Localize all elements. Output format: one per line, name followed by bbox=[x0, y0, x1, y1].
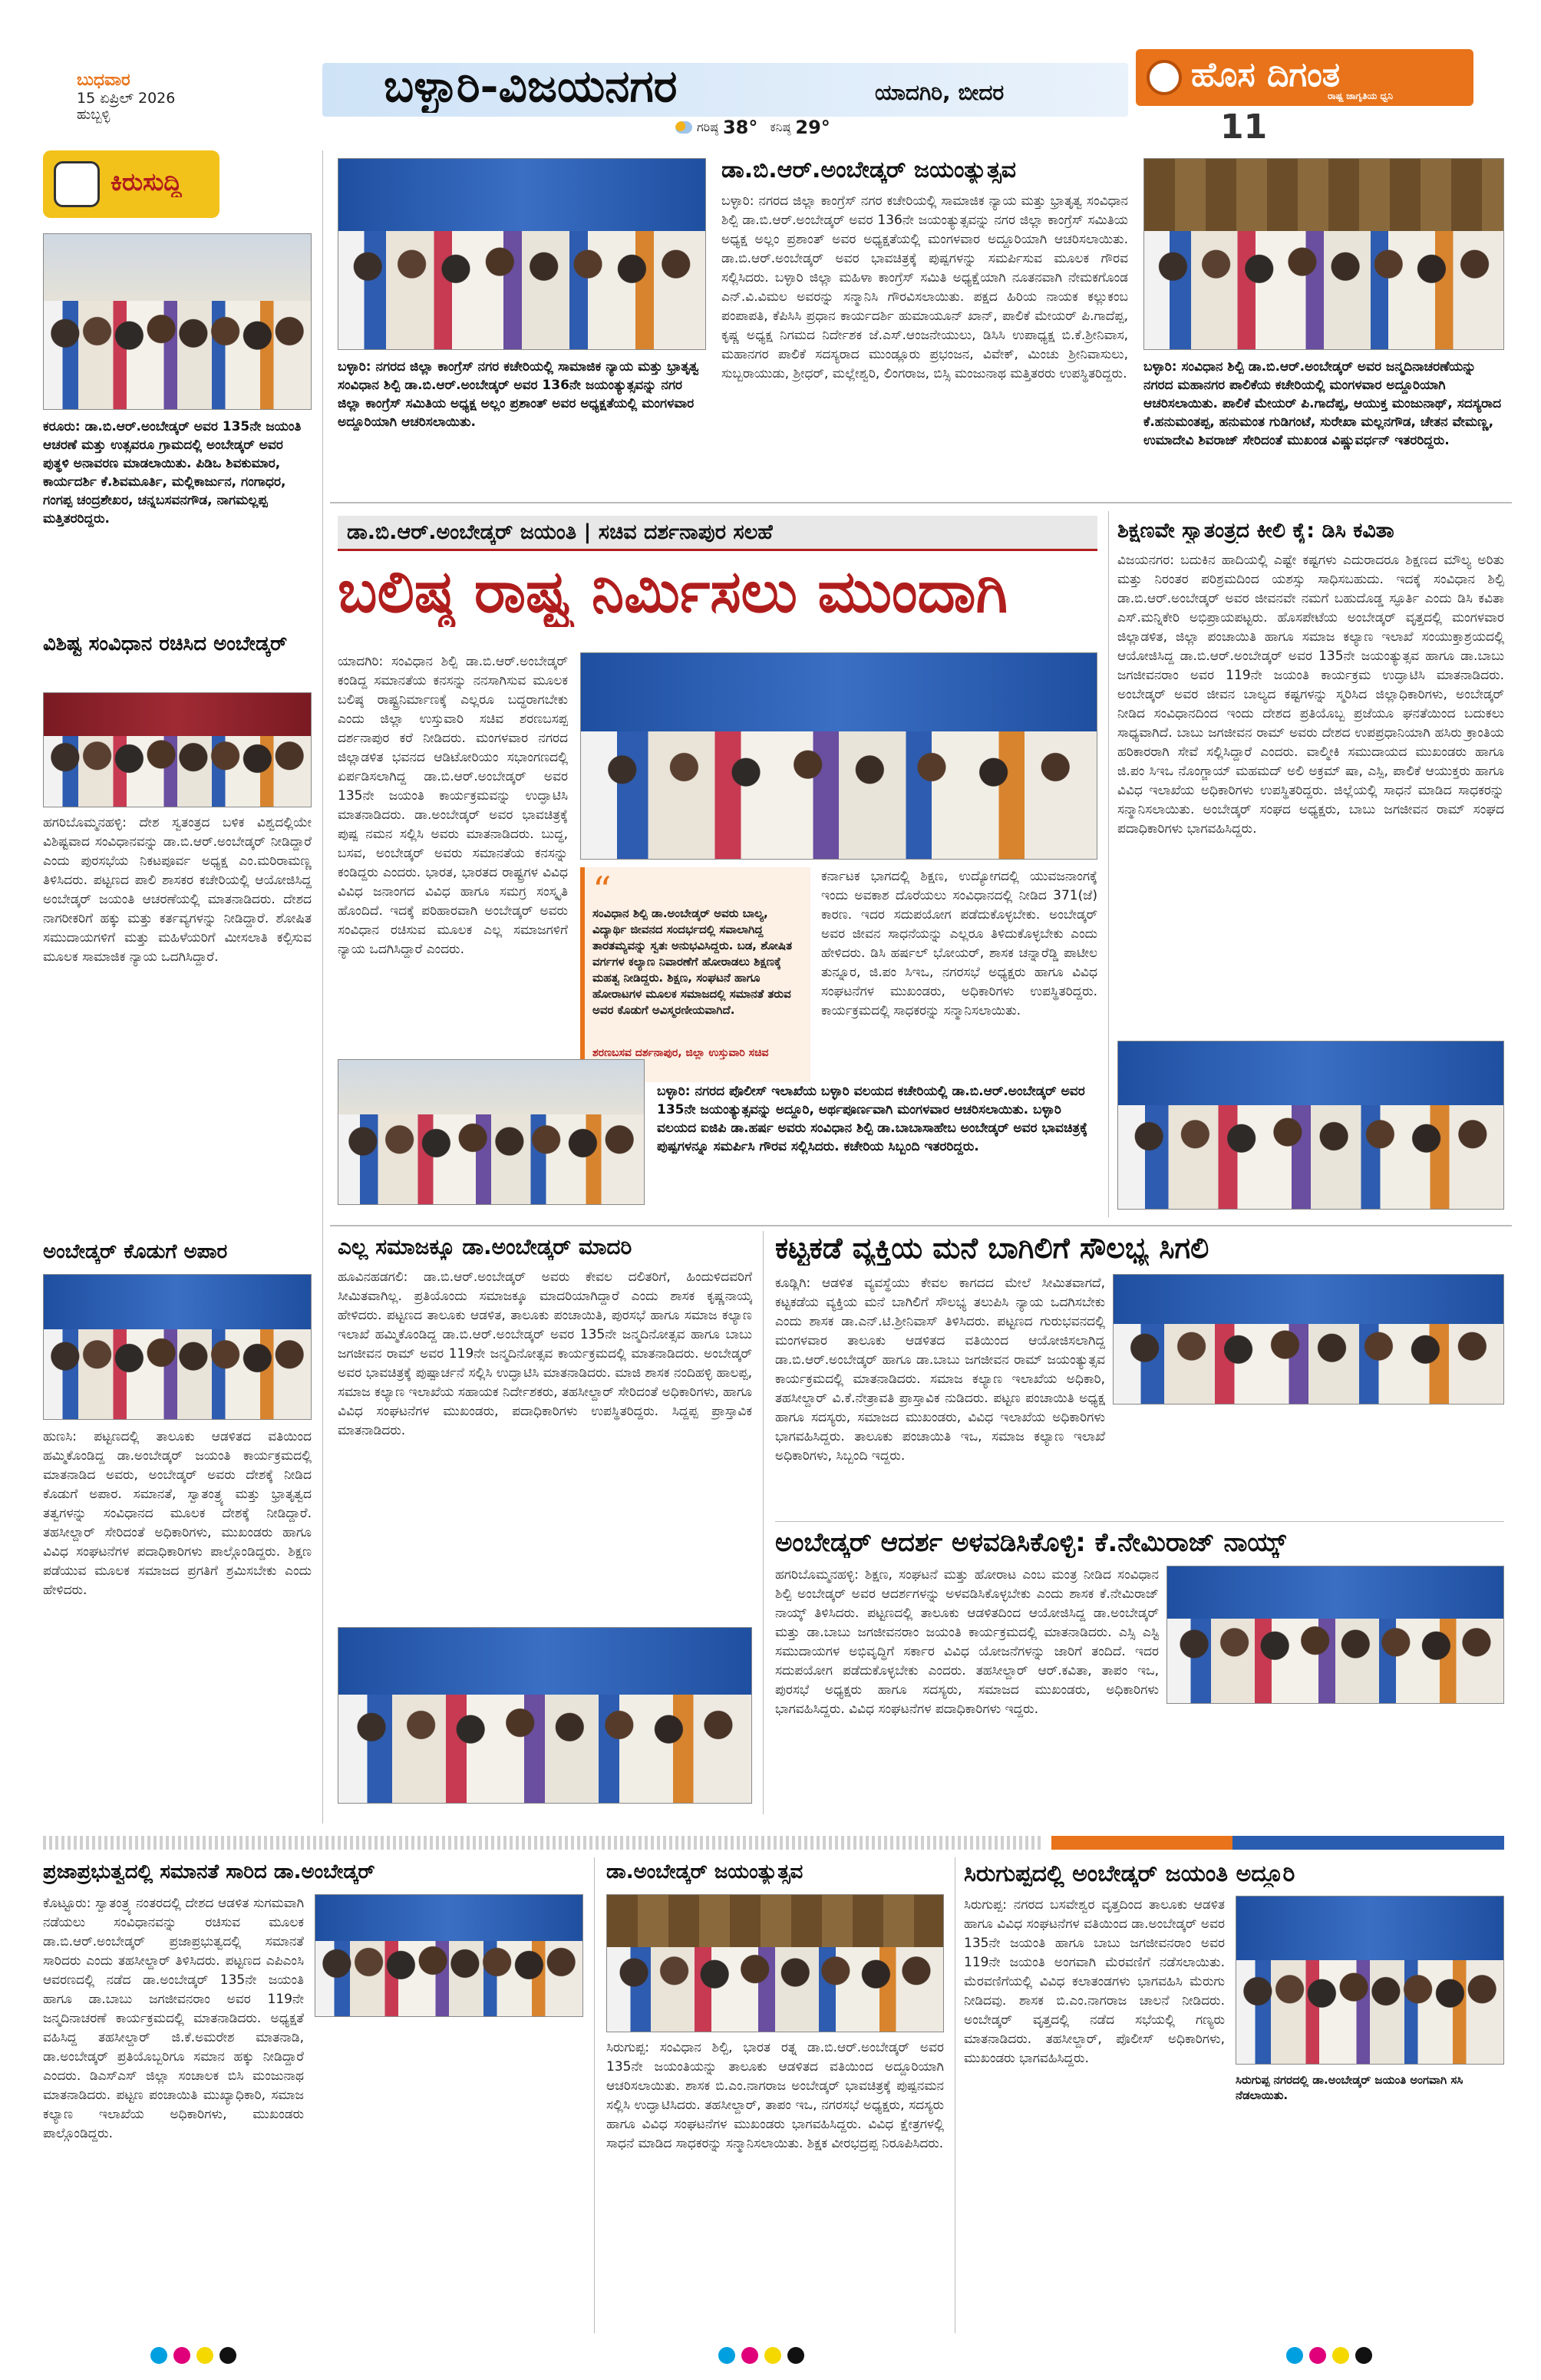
kirusuddi-item3-text: ಹುಣಸಿ: ಪಟ್ಟಣದಲ್ಲಿ ತಾಲೂಕು ಆಡಳಿತದ ವತಿಯಿಂದ ಹಮ್ಮಿಕೊಂಡಿದ್ದ ಡಾ.ಅಂಬೇಡ್ಕರ್ ಜಯಂತಿ ಕಾರ್ಯಕ್ರಮದಲ್ಲಿ ಮಾತನಾಡಿದ ಅವರು, ಅಂಬೇಡ್ಕರ್ ಅವರು ದೇಶಕ್ಕೆ ನೀಡಿದ ಕೊಡುಗೆ ಅಪಾರ. ಸಮಾನತೆ, ಸ್ವಾತಂತ್ರ್ಯ ಮತ್ತು ಭ್ರಾತೃತ್ವದ ತತ್ವಗಳನ್ನು ಸಂವಿಧಾನದ ಮೂಲಕ ದೇಶಕ್ಕೆ ನೀಡಿದ್ದಾರೆ. ತಹಸೀಲ್ದಾರ್ ಸೇರಿದಂತೆ ಅಧಿಕಾರಿಗಳು, ಮುಖಂಡರು ಹಾಗೂ ವಿವಿಧ ಸಂಘಟನೆಗಳ ಪದಾಧಿಕಾರಿಗಳು ಪಾಲ್ಗೊಂಡಿದ್ದರು. ಶಿಕ್ಷಣ ಪಡೆಯುವ ಮೂಲಕ ಸಮಾಜದ ಪ್ರಗತಿಗೆ ಶ್ರಮಿಸಬೇಕು ಎಂದು ಹೇಳಿದರು. bbox=[43, 1429, 312, 1598]
kirusuddi-badge bbox=[43, 150, 219, 218]
middle-story3-headline: ಅಂಬೇಡ್ಕರ್ ಆದರ್ಶ ಅಳವಡಿಸಿಕೊಳ್ಳಿ: ಕೆ.ನೇಮಿರಾಜ್ ನಾಯ್ಕ್ bbox=[775, 1527, 1287, 1558]
page-number: 11 bbox=[1220, 107, 1268, 147]
lead-kicker: ಡಾ.ಬಿ.ಆರ್.ಅಂಬೇಡ್ಕರ್ ಜಯಂತಿ | ಸಚಿವ ದರ್ಶನಾಪುರ ಸಲಹೆ bbox=[347, 520, 774, 544]
divider-left bbox=[43, 1836, 1041, 1850]
top-left-caption: ಬಳ್ಳಾರಿ: ನಗರದ ಜಿಲ್ಲಾ ಕಾಂಗ್ರೆಸ್ ನಗರ ಕಚೇರಿಯಲ್ಲಿ ಸಾಮಾಜಿಕ ನ್ಯಾಯ ಮತ್ತು ಭ್ರಾತೃತ್ವ ಸಂವಿಧಾನ ಶಿಲ್ಪಿ ಡಾ.ಬಿ.ಆರ್.ಅಂಬೇಡ್ಕರ್ ಅವರ 136ನೇ ಜಯಂತ್ಯುತ್ಸವನ್ನು ನಗರ ಜಿಲ್ಲಾ ಕಾಂಗ್ರೆಸ್ ಸಮಿತಿಯ ಅಧ್ಯಕ್ಷ ಅಲ್ಲಂ ಪ್ರಶಾಂತ್ ಅವರ ಅಧ್ಯಕ್ಷತೆಯಲ್ಲಿ ಮಂಗಳವಾರ ಅದ್ದೂರಿಯಾಗಿ ಆಚರಿಸಲಾಯಿತು. bbox=[338, 359, 699, 430]
middle-story1-photo bbox=[338, 1627, 752, 1804]
bottom-story3-photo bbox=[1236, 1896, 1504, 2065]
lead-main-photo bbox=[580, 652, 1097, 860]
top-center-text: ಬಳ್ಳಾರಿ: ನಗರದ ಜಿಲ್ಲಾ ಕಾಂಗ್ರೆಸ್ ನಗರ ಕಚೇರಿಯಲ್ಲಿ ಸಾಮಾಜಿಕ ನ್ಯಾಯ ಮತ್ತು ಭ್ರಾತೃತ್ವ ಸಂವಿಧಾನ ಶಿಲ್ಪಿ ಡಾ.ಬಿ.ಆರ್.ಅಂಬೇಡ್ಕರ್ ಅವರ 136ನೇ ಜಯಂತ್ಯುತ್ಸವನ್ನು ನಗರ ಜಿಲ್ಲಾ ಕಾಂಗ್ರೆಸ್ ಸಮಿತಿಯ ಅಧ್ಯಕ್ಷ ಅಲ್ಲಂ ಪ್ರಶಾಂತ್ ಅವರ ಅಧ್ಯಕ್ಷತೆಯಲ್ಲಿ ಮಂಗಳವಾರ ಅದ್ದೂರಿಯಾಗಿ ಆಚರಿಸಲಾಯಿತು. ಡಾ.ಬಿ.ಆರ್.ಅಂಬೇಡ್ಕರ್ ಅವರ ಭಾವಚಿತ್ರಕ್ಕೆ ಪುಷ್ಪಗಳನ್ನು ಸಮರ್ಪಿಸುವ ಮೂಲಕ ಗೌರವ ಸಲ್ಲಿಸಿದರು. ಬಳ್ಳಾರಿ ಜಿಲ್ಲಾ ಮಹಿಳಾ ಕಾಂಗ್ರೆಸ್ ಸಮಿತಿ ಅಧ್ಯಕ್ಷೆಯಾಗಿ ನೂತನವಾಗಿ ನೇಮಕಗೊಂಡ ಎನ್.ವಿ.ವಿಮಲ ಅವರನ್ನು ಸನ್ಮಾನಿಸಿ ಗೌರವಿಸಲಾಯಿತು. ಪಕ್ಷದ ಹಿರಿಯ ನಾಯಕ ಕಲ್ಲುಕಂಬ ಪಂಪಾಪತಿ, ಕೆಪಿಸಿಸಿ ಪ್ರಧಾನ ಕಾರ್ಯದರ್ಶಿ ಹುಮಾಯೂನ್ ಖಾನ್, ಪಾಲಿಕೆ ಮೇಯರ್ ಪಿ.ಗಾದೆಪ್ಪ, ಕೃಷ್ಣ ಅಧ್ಯಕ್ಷ ನಿಗಮದ ನಿರ್ದೇಶಕ ಜೆ.ಎಸ್.ಆಂಜನೇಯುಲು, ಡಿಸಿಸಿ ಉಪಾಧ್ಯಕ್ಷ ಬಿ.ಕೆ.ಶ್ರೀನಿವಾಸ, ಮಹಾನಗರ ಪಾಲಿಕೆ ಸದಸ್ಯರಾದ ಮುಂಡ್ಲೂರು ಪ್ರಭಂಜನ, ವಿವೇಕ್, ಮಿಂಚು ಶ್ರೀನಿವಾಸುಲು, ಸುಬ್ಬರಾಯುಡು, ಶ್ರೀಧರ್, ಮಲ್ಲೇಶ್ವರಿ, ಲಿಂಗರಾಜ, ಬಿಸ್ಸಿ ಮಂಜುನಾಥ ಮತ್ತಿತರರು ಉಪಸ್ಥಿತರಿದ್ದರು. bbox=[721, 193, 1128, 381]
column-divider bbox=[594, 1857, 595, 2333]
bottom-story2-headline: ಡಾ.ಅಂಬೇಡ್ಕರ್ ಜಯಂತ್ಯುತ್ಸವ bbox=[606, 1860, 803, 1883]
bottom-story1-photo bbox=[315, 1894, 583, 2017]
kirusuddi-item3-headline: ಅಂಬೇಡ್ಕರ್ ಕೊಡುಗೆ ಅಪಾರ bbox=[43, 1240, 228, 1263]
right-story-text: ವಿಜಯನಗರ: ಬದುಕಿನ ಹಾದಿಯಲ್ಲಿ ಎಷ್ಟೇ ಕಷ್ಟಗಳು ಎದುರಾದರೂ ಶಿಕ್ಷಣದ ಮೌಲ್ಯ ಅರಿತು ಮತ್ತು ನಿರಂತರ ಪರಿಶ್ರಮದಿಂದ ಯಶಸ್ಸು ಸಾಧಿಸಬಹುದು. ಇದಕ್ಕೆ ಸಂವಿಧಾನ ಶಿಲ್ಪಿ ಡಾ.ಬಿ.ಆರ್.ಅಂಬೇಡ್ಕರ್ ಅವರ ಜೀವನವೇ ನಮಗೆ ಬಹುದೊಡ್ಡ ಸ್ಫೂರ್ತಿ ಎಂದು ಡಿಸಿ ಕವಿತಾ ಎಸ್.ಮನ್ನಿಕೇರಿ ಅಭಿಪ್ರಾಯಪಟ್ಟರು. ಹೊಸಪೇಟೆಯ ಅಂಬೇಡ್ಕರ್ ವೃತ್ತದಲ್ಲಿ ಮಂಗಳವಾರ ಜಿಲ್ಲಾಡಳಿತ, ಜಿಲ್ಲಾ ಪಂಚಾಯಿತಿ ಹಾಗೂ ಸಮಾಜ ಕಲ್ಯಾಣ ಇಲಾಖೆ ಸಂಯುಕ್ತಾಶ್ರಯದಲ್ಲಿ ಆಯೋಜಿಸಿದ್ದ ಡಾ.ಬಿ.ಆರ್.ಅಂಬೇಡ್ಕರ್ ಅವರ 135ನೇ ಜಯಂತ್ಯುತ್ಸವ ಹಾಗೂ ಡಾ.ಬಾಬು ಜಗಜೀವನರಾಂ ಅವರ 119ನೇ ಜಯಂತಿ ಕಾರ್ಯಕ್ರಮ ಉದ್ಘಾಟಿಸಿ ಮಾತನಾಡಿದರು. ಅಂಬೇಡ್ಕರ್ ಅವರ ಜೀವನ ಬಾಲ್ಯದ ಕಷ್ಟಗಳನ್ನು ಸ್ಮರಿಸಿದ ಜಿಲ್ಲಾಧಿಕಾರಿಗಳು, ಅಂಬೇಡ್ಕರ್ ನೀಡಿದ ಸಂವಿಧಾನದಿಂದ ಇಂದು ದೇಶದ ಪ್ರತಿಯೊಬ್ಬ ಪ್ರಜೆಯೂ ಘನತೆಯಿಂದ ಬದುಕಲು ಸಾಧ್ಯವಾಗಿದೆ. ಬಾಬು ಜಗಜೀವನ ರಾಮ್ ಅವರು ದೇಶದ ಉಪಪ್ರಧಾನಿಯಾಗಿ ಹಸಿರು ಕ್ರಾಂತಿಯ ಹರಿಕಾರರಾಗಿ ಸೇವೆ ಸಲ್ಲಿಸಿದ್ದಾರೆ ಎಂದರು. ವಾಲ್ಮೀಕಿ ಸಮುದಾಯದ ಮುಖಂಡರು ಹಾಗೂ ಜಿ.ಪಂ ಸಿಇಒ ನೊಂಗ್ಜಾಯ್ ಮಹಮದ್ ಅಲಿ ಅಕ್ರಮ್ ಷಾ, ಎಸ್ಪಿ, ಪಾಲಿಕೆ ಆಯುಕ್ತರು ಹಾಗೂ ವಿವಿಧ ಇಲಾಖೆಯ ಅಧಿಕಾರಿಗಳು ಉಪಸ್ಥಿತರಿದ್ದರು. ಜಿಲ್ಲೆಯಲ್ಲಿ ಸಾಧನೆ ಮಾಡಿದ ಸಾಧಕರನ್ನು ಸನ್ಮಾನಿಸಲಾಯಿತು. ಅಂಬೇಡ್ಕರ್ ಸಂಘದ ಅಧ್ಯಕ್ಷರು, ಬಾಬು ಜಗಜೀವನ ರಾಮ್ ಸಂಘದ ಪದಾಧಿಕಾರಿಗಳು ಭಾಗವಹಿಸಿದ್ದರು. bbox=[1117, 553, 1504, 837]
kirusuddi-photo-1 bbox=[43, 233, 312, 410]
sun-cloud-icon bbox=[675, 121, 692, 134]
column-divider bbox=[1108, 511, 1109, 1217]
city-label: ಹುಬ್ಬಳ್ಳಿ bbox=[77, 107, 111, 123]
pull-quote-box bbox=[580, 867, 810, 1082]
section-divider bbox=[775, 1521, 1504, 1522]
section-divider bbox=[330, 502, 1512, 503]
pull-quote-text: ಸಂವಿಧಾನ ಶಿಲ್ಪಿ ಡಾ.ಅಂಬೇಡ್ಕರ್ ಅವರು ಬಾಲ್ಯ, ವಿದ್ಯಾರ್ಥಿ ಜೀವನದ ಸಂದರ್ಭದಲ್ಲಿ ಸವಾಲಾಗಿದ್ದ ತಾರತಮ್ಯವನ್ನು ಸ್ವತಃ ಅನುಭವಿಸಿದ್ದರು. ಬಡ, ಶೋಷಿತ ವರ್ಗಗಳ ಕಲ್ಯಾಣ ನಿವಾರಣೆಗೆ ಹೋರಾಡಲು ಶಿಕ್ಷಣಕ್ಕೆ ಮಹತ್ವ ನೀಡಿದ್ದರು. ಶಿಕ್ಷಣ, ಸಂಘಟನೆ ಹಾಗೂ ಹೋರಾಟಗಳ ಮೂಲಕ ಸಮಾಜದಲ್ಲಿ ಸಮಾನತೆ ತರುವ ಅವರ ಕೊಡುಗೆ ಅವಿಸ್ಮರಣೀಯವಾಗಿದೆ. bbox=[592, 906, 793, 1017]
middle-story1-text: ಹೂವಿನಹಡಗಲಿ: ಡಾ.ಬಿ.ಆರ್.ಅಂಬೇಡ್ಕರ್ ಅವರು ಕೇವಲ ದಲಿತರಿಗೆ, ಹಿಂದುಳಿದವರಿಗೆ ಸೀಮಿತವಾಗಿಲ್ಲ. ಪ್ರತಿಯೊಂದು ಸಮಾಜಕ್ಕೂ ಮಾದರಿಯಾಗಿದ್ದಾರೆ ಎಂದು ಶಾಸಕ ಕೃಷ್ಣನಾಯ್ಕ ಹೇಳಿದರು. ಪಟ್ಟಣದ ತಾಲೂಕು ಆಡಳಿತ, ತಾಲೂಕು ಪಂಚಾಯಿತಿ, ಪುರಸಭೆ ಹಾಗೂ ಸಮಾಜ ಕಲ್ಯಾಣ ಇಲಾಖೆ ಹಮ್ಮಿಕೊಂಡಿದ್ದ ಡಾ.ಬಿ.ಆರ್.ಅಂಬೇಡ್ಕರ್ ಅವರ 135ನೇ ಜನ್ಮದಿನೋತ್ಸವ ಹಾಗೂ ಬಾಬು ಜಗಜೀವನ ರಾಮ್ ಅವರ 119ನೇ ಜನ್ಮದಿನೋತ್ಸವ ಕಾರ್ಯಕ್ರಮದಲ್ಲಿ ಮಾತನಾಡಿದರು. ಅಂಬೇಡ್ಕರ್ ಅವರ ಭಾವಚಿತ್ರಕ್ಕೆ ಪುಷ್ಪಾರ್ಚನೆ ಸಲ್ಲಿಸಿ ಉದ್ಘಾಟಿಸಿ ಮಾತನಾಡಿದರು. ಮಾಜಿ ಶಾಸಕ ನಂದಿಹಳ್ಳಿ ಹಾಲಪ್ಪ, ಸಮಾಜ ಕಲ್ಯಾಣ ಇಲಾಖೆಯ ಸಹಾಯಕ ನಿರ್ದೇಶಕರು, ತಹಸೀಲ್ದಾರ್ ಸೇರಿದಂತೆ ಅಧಿಕಾರಿಗಳು, ಹಾಗೂ ವಿವಿಧ ಸಂಘಟನೆಗಳ ಮುಖಂಡರು, ಪದಾಧಿಕಾರಿಗಳು ಉಪಸ್ಥಿತರಿದ್ದರು. ಸಿದ್ದಪ್ಪ ಪ್ರಾಸ್ತಾವಿಕ ಮಾತನಾಡಿದರು. bbox=[338, 1269, 752, 1438]
edition-title: ಬಳ್ಳಾರಿ-ವಿಜಯನಗರ bbox=[384, 60, 678, 112]
divider-accent bbox=[1051, 1836, 1504, 1850]
pull-quote-attribution: ಶರಣಬಸವ ದರ್ಶನಾಪುರ, ಜಿಲ್ಲಾ ಉಸ್ತುವಾರಿ ಸಚಿವ bbox=[592, 1047, 769, 1059]
weather-max-label: ಗರಿಷ್ಠ bbox=[697, 120, 718, 134]
section-divider bbox=[330, 1225, 1512, 1226]
top-center-headline: ಡಾ.ಬಿ.ಆರ್.ಅಂಬೇಡ್ಕರ್ ಜಯಂತ್ಯುತ್ಸವ bbox=[721, 157, 1017, 183]
middle-story3-photo bbox=[1166, 1566, 1504, 1704]
middle-story3-text: ಹಗರಿಬೊಮ್ಮನಹಳ್ಳಿ: ಶಿಕ್ಷಣ, ಸಂಘಟನೆ ಮತ್ತು ಹೋರಾಟ ಎಂಬ ಮಂತ್ರ ನೀಡಿದ ಸಂವಿಧಾನ ಶಿಲ್ಪಿ ಅಂಬೇಡ್ಕರ್ ಅವರ ಆದರ್ಶಗಳನ್ನು ಅಳವಡಿಸಿಕೊಳ್ಳಬೇಕು ಎಂದು ಶಾಸಕ ಕೆ.ನೇಮಿರಾಜ್ ನಾಯ್ಕ್ ತಿಳಿಸಿದರು. ಪಟ್ಟಣದಲ್ಲಿ ತಾಲೂಕು ಆಡಳಿತದಿಂದ ಆಯೋಜಿಸಿದ್ದ ಡಾ.ಅಂಬೇಡ್ಕರ್ ಮತ್ತು ಡಾ.ಬಾಬು ಜಗಜೀವನರಾಂ ಜಯಂತಿ ಕಾರ್ಯಕ್ರಮದಲ್ಲಿ ಮಾತನಾಡಿದರು. ಎಸ್ಸಿ ಎಸ್ಟಿ ಸಮುದಾಯಗಳ ಅಭಿವೃದ್ಧಿಗೆ ಸರ್ಕಾರ ವಿವಿಧ ಯೋಜನೆಗಳನ್ನು ಜಾರಿಗೆ ತಂದಿದೆ. ಇದರ ಸದುಪಯೋಗ ಪಡೆದುಕೊಳ್ಳಬೇಕು ಎಂದರು. ತಹಸೀಲ್ದಾರ್ ಆರ್.ಕವಿತಾ, ತಾಪಂ ಇಒ, ಪುರಸಭೆ ಅಧ್ಯಕ್ಷರು ಹಾಗೂ ಸದಸ್ಯರು, ಸಮಾಜದ ಮುಖಂಡರು, ಅಧಿಕಾರಿಗಳು ಭಾಗವಹಿಸಿದ್ದರು. ವಿವಿಧ ಸಂಘಟನೆಗಳ ಪದಾಧಿಕಾರಿಗಳು ಇದ್ದರು. bbox=[775, 1567, 1159, 1717]
top-left-photo bbox=[338, 158, 706, 350]
lead-headline: ಬಲಿಷ್ಠ ರಾಷ್ಟ್ರ ನಿರ್ಮಿಸಲು ಮುಂದಾಗಿ bbox=[338, 557, 1008, 626]
lead-col1: ಯಾದಗಿರಿ: ಸಂವಿಧಾನ ಶಿಲ್ಪಿ ಡಾ.ಬಿ.ಆರ್.ಅಂಬೇಡ್ಕರ್ ಕಂಡಿದ್ದ ಸಮಾನತೆಯ ಕನಸನ್ನು ನನಸಾಗಿಸುವ ಮೂಲಕ ಬಲಿಷ್ಠ ರಾಷ್ಟ್ರನಿರ್ಮಾಣಕ್ಕೆ ಎಲ್ಲರೂ ಬದ್ಧರಾಗಬೇಕು ಎಂದು ಜಿಲ್ಲಾ ಉಸ್ತುವಾರಿ ಸಚಿವ ಶರಣಬಸಪ್ಪ ದರ್ಶನಾಪುರ ಕರೆ ನೀಡಿದರು. ಮಂಗಳವಾರ ನಗರದ ಜಿಲ್ಲಾಡಳಿತ ಭವನದ ಆಡಿಟೋರಿಯಂ ಸಭಾಂಗಣದಲ್ಲಿ ಏರ್ಪಡಿಸಲಾಗಿದ್ದ ಡಾ.ಬಿ.ಆರ್.ಅಂಬೇಡ್ಕರ್ ಅವರ 135ನೇ ಜಯಂತಿ ಕಾರ್ಯಕ್ರಮವನ್ನು ಉದ್ಘಾಟಿಸಿ ಮಾತನಾಡಿದರು. ಡಾ.ಅಂಬೇಡ್ಕರ್ ಅವರ ಭಾವಚಿತ್ರಕ್ಕೆ ಪುಷ್ಪ ನಮನ ಸಲ್ಲಿಸಿ ಅವರು ಮಾತನಾಡಿದರು. ಬುದ್ಧ, ಬಸವ, ಅಂಬೇಡ್ಕರ್ ಅವರು ಸಮಾನತೆಯ ಕನಸನ್ನು ಕಂಡಿದ್ದರು ಎಂದರು. ಭಾರತ, ಭಾರತದ ರಾಷ್ಟ್ರಗಳ ವಿವಿಧ ವಿವಿಧ ಜನಾಂಗದ ವಿವಿಧ ಹಾಗೂ ಸಮಗ್ರ ಸಂಸ್ಕೃತಿ ಹೊಂದಿದೆ. ಇದಕ್ಕೆ ಪರಿಹಾರವಾಗಿ ಅಂಬೇಡ್ಕರ್ ಅವರು ಸಂವಿಧಾನ ರಚಿಸುವ ಮೂಲಕ ಎಲ್ಲ ಸಮಾಜಗಳಿಗೆ ನ್ಯಾಯ ಒದಗಿಸಿದ್ದಾರೆ ಎಂದರು. bbox=[338, 654, 568, 957]
column-divider bbox=[763, 1231, 764, 1814]
bottom-story3-caption: ಸಿರುಗುಪ್ಪ ನಗರದಲ್ಲಿ ಡಾ.ಅಂಬೇಡ್ಕರ್ ಜಯಂತಿ ಅಂಗವಾಗಿ ಸಸಿ ನೆಡಲಾಯಿತು. bbox=[1236, 2073, 1463, 2102]
date-block bbox=[77, 71, 315, 123]
weather-max-value: 38° bbox=[722, 117, 758, 138]
kirusuddi-column bbox=[43, 150, 312, 1824]
kirusuddi-item2-text: ಹಗರಿಬೊಮ್ಮನಹಳ್ಳಿ: ದೇಶ ಸ್ವತಂತ್ರದ ಬಳಿಕ ವಿಶ್ವದಲ್ಲಿಯೇ ವಿಶಿಷ್ಟವಾದ ಸಂವಿಧಾನವನ್ನು ಡಾ.ಬಿ.ಆರ್.ಅಂಬೇಡ್ಕರ್ ನೀಡಿದ್ದಾರೆ ಎಂದು ಪುರಸಭೆಯ ನಿಕಟಪೂರ್ವ ಅಧ್ಯಕ್ಷ ಎಂ.ಮರಿರಾಮಣ್ಣ ತಿಳಿಸಿದರು. ಪಟ್ಟಣದ ಪಾಲಿ ಶಾಸಕರ ಕಚೇರಿಯಲ್ಲಿ ಆಯೋಜಿಸಿದ್ದ ಅಂಬೇಡ್ಕರ್ ಜಯಂತಿ ಆಚರಣೆಯಲ್ಲಿ ಮಾತನಾಡಿದರು. ದೇಶದ ನಾಗರೀಕರಿಗೆ ಹಕ್ಕು ಮತ್ತು ಕರ್ತವ್ಯಗಳನ್ನು ನೀಡಿದ್ದಾರೆ. ಶೋಷಿತ ಸಮುದಾಯಗಳಿಗೆ ಮತ್ತು ಮಹಿಳೆಯರಿಗೆ ಮೀಸಲಾತಿ ಕಲ್ಪಿಸುವ ಮೂಲಕ ಸಾಮಾಜಿಕ ನ್ಯಾಯ ಒದಗಿಸಿದ್ದಾರೆ. bbox=[43, 815, 312, 965]
lead-bottom-photo bbox=[338, 1059, 645, 1205]
middle-story2-text: ಕೂಡ್ಲಿಗಿ: ಆಡಳಿತ ವ್ಯವಸ್ಥೆಯು ಕೇವಲ ಕಾಗದದ ಮೇಲೆ ಸೀಮಿತವಾಗದೆ, ಕಟ್ಟಕಡೆಯ ವ್ಯಕ್ತಿಯ ಮನೆ ಬಾಗಿಲಿಗೆ ಸೌಲಭ್ಯ ತಲುಪಿಸಿ ನ್ಯಾಯ ಒದಗಿಸಬೇಕು ಎಂದು ಶಾಸಕ ಡಾ.ಎನ್.ಟಿ.ಶ್ರೀನಿವಾಸ್ ತಿಳಿಸಿದರು. ಪಟ್ಟಣದ ಗುರುಭವನದಲ್ಲಿ ಮಂಗಳವಾರ ತಾಲೂಕು ಆಡಳಿತದ ವತಿಯಿಂದ ಆಯೋಜಿಸಲಾಗಿದ್ದ ಡಾ.ಬಿ.ಆರ್.ಅಂಬೇಡ್ಕರ್ ಹಾಗೂ ಡಾ.ಬಾಬು ಜಗಜೀವನ ರಾಮ್ ಜಯಂತ್ಯುತ್ಸವ ಕಾರ್ಯಕ್ರಮದಲ್ಲಿ ಮಾತನಾಡಿದರು. ಸಮಾಜ ಕಲ್ಯಾಣ ಇಲಾಖೆಯ ಅಧಿಕಾರಿ, ತಹಸೀಲ್ದಾರ್ ವಿ.ಕೆ.ನೇತ್ರಾವತಿ ಪ್ರಾಸ್ತಾವಿಕ ನುಡಿದರು. ಪಟ್ಟಣ ಪಂಚಾಯಿತಿ ಅಧ್ಯಕ್ಷ ಹಾಗೂ ಸದಸ್ಯರು, ಸಮಾಜದ ಮುಖಂಡರು, ವಿವಿಧ ಇಲಾಖೆಯ ಅಧಿಕಾರಿಗಳು ಭಾಗವಹಿಸಿದ್ದರು. ತಾಲೂಕು ಪಂಚಾಯಿತಿ ಇಒ, ಸಮಾಜ ಕಲ್ಯಾಣ ಇಲಾಖೆ ಅಧಿಕಾರಿಗಳು, ಸಿಬ್ಬಂದಿ ಇದ್ದರು. bbox=[775, 1276, 1105, 1464]
edition-subtitle: ಯಾದಗಿರಿ, ಬೀದರ bbox=[875, 80, 1005, 105]
kirusuddi-photo-3 bbox=[43, 1274, 312, 1420]
lead-col2: ಕರ್ನಾಟಕ ಭಾಗದಲ್ಲಿ ಶಿಕ್ಷಣ, ಉದ್ಯೋಗದಲ್ಲಿ ಯುವಜನಾಂಗಕ್ಕೆ ಇಂದು ಅವಕಾಶ ದೊರೆಯಲು ಸಂವಿಧಾನದಲ್ಲಿ ನೀಡಿದ 371(ಜೆ) ಕಾರಣ. ಇದರ ಸದುಪಯೋಗ ಪಡೆದುಕೊಳ್ಳಬೇಕು. ಅಂಬೇಡ್ಕರ್ ಅವರ ಜೀವನ ಸಾಧನೆಯನ್ನು ಎಲ್ಲರೂ ತಿಳಿದುಕೊಳ್ಳಬೇಕು ಎಂದು ಹೇಳಿದರು. ಡಿಸಿ ಹರ್ಷಲ್ ಭೋಯರ್, ಶಾಸಕ ಚನ್ನಾರೆಡ್ಡಿ ಪಾಟೀಲ ತುನ್ನೂರ, ಜಿ.ಪಂ ಸಿಇಒ, ನಗರಸಭೆ ಅಧ್ಯಕ್ಷರು ಹಾಗೂ ವಿವಿಧ ಸಂಘಟನೆಗಳ ಮುಖಂಡರು, ಅಧಿಕಾರಿಗಳು ಉಪಸ್ಥಿತರಿದ್ದರು. ಕಾರ್ಯಕ್ರಮದಲ್ಲಿ ಸಾಧಕರನ್ನು ಸನ್ಮಾನಿಸಲಾಯಿತು. bbox=[821, 869, 1097, 1018]
middle-story2-headline: ಕಟ್ಟಕಡೆ ವ್ಯಕ್ತಿಯ ಮನೆ ಬಾಗಿಲಿಗೆ ಸೌಲಭ್ಯ ಸಿಗಲಿ bbox=[775, 1231, 1209, 1265]
kirusuddi-item2-headline: ವಿಶಿಷ್ಟ ಸಂವಿಧಾನ ರಚಿಸಿದ ಅಂಬೇಡ್ಕರ್ bbox=[43, 632, 288, 655]
middle-story2-photo bbox=[1113, 1274, 1504, 1405]
right-story-photo bbox=[1117, 1041, 1504, 1210]
right-story-headline: ಶಿಕ್ಷಣವೇ ಸ್ವಾತಂತ್ರ್ಯದ ಕೀಲಿ ಕೈ: ಡಿಸಿ ಕವಿತಾ bbox=[1117, 519, 1394, 543]
bottom-story2-photo bbox=[606, 1894, 944, 2032]
middle-story1-headline: ಎಲ್ಲ ಸಮಾಜಕ್ಕೂ ಡಾ.ಅಂಬೇಡ್ಕರ್ ಮಾದರಿ bbox=[338, 1234, 632, 1259]
weather bbox=[675, 117, 830, 138]
day-label: ಬುಧವಾರ bbox=[77, 71, 130, 90]
hand-point-icon bbox=[54, 161, 100, 207]
top-right-photo bbox=[1143, 158, 1504, 350]
paper-name: ಹೊಸ ದಿಗಂತ bbox=[1191, 55, 1341, 94]
weather-min-label: ಕನಿಷ್ಠ bbox=[770, 120, 791, 134]
paper-tagline: ರಾಷ್ಟ್ರ ಜಾಗೃತಿಯ ಧ್ವನಿ bbox=[1328, 91, 1394, 101]
kirusuddi-photo-2 bbox=[43, 692, 312, 807]
bottom-story3-headline: ಸಿರುಗುಪ್ಪದಲ್ಲಿ ಅಂಬೇಡ್ಕರ್ ಜಯಂತಿ ಅದ್ದೂರಿ bbox=[964, 1860, 1295, 1887]
logo-emblem-icon bbox=[1147, 60, 1182, 95]
bottom-story3-text: ಸಿರುಗುಪ್ಪ: ನಗರದ ಬಸವೇಶ್ವರ ವೃತ್ತದಿಂದ ತಾಲೂಕು ಆಡಳಿತ ಹಾಗೂ ವಿವಿಧ ಸಂಘಟನೆಗಳ ವತಿಯಿಂದ ಡಾ.ಅಂಬೇಡ್ಕರ್ ಅವರ 135ನೇ ಜಯಂತಿ ಹಾಗೂ ಬಾಬು ಜಗಜೀವನರಾಂ ಅವರ 119ನೇ ಜಯಂತಿ ಅಂಗವಾಗಿ ಮೆರವಣಿಗೆ ನಡೆಸಲಾಯಿತು. ಮೆರವಣಿಗೆಯಲ್ಲಿ ವಿವಿಧ ಕಲಾತಂಡಗಳು ಭಾಗವಹಿಸಿ ಮೆರುಗು ನೀಡಿದವು. ಶಾಸಕ ಬಿ.ಎಂ.ನಾಗರಾಜ ಚಾಲನೆ ನೀಡಿದರು. ಅಂಬೇಡ್ಕರ್ ವೃತ್ತದಲ್ಲಿ ನಡೆದ ಸಭೆಯಲ್ಲಿ ಗಣ್ಯರು ಮಾತನಾಡಿದರು. ತಹಸೀಲ್ದಾರ್, ಪೊಲೀಸ್ ಅಧಿಕಾರಿಗಳು, ಮುಖಂಡರು ಭಾಗವಹಿಸಿದ್ದರು. bbox=[964, 1897, 1225, 2066]
kirusuddi-item1: ಕರೂರು: ಡಾ.ಬಿ.ಆರ್.ಅಂಬೇಡ್ಕರ್ ಅವರ 135ನೇ ಜಯಂತಿ ಆಚರಣೆ ಮತ್ತು ಉತ್ಸವರೂ ಗ್ರಾಮದಲ್ಲಿ ಅಂಬೇಡ್ಕರ್ ಅವರ ಪುತ್ಥಳಿ ಅನಾವರಣ ಮಾಡಲಾಯಿತು. ಪಿಡಿಒ ಶಿವಕುಮಾರ, ಕಾರ್ಯದರ್ಶಿ ಕೆ.ಶಿವಮೂರ್ತಿ, ಮಲ್ಲಿಕಾರ್ಜುನ, ಗಂಗಾಧರ, ಗಂಗಪ್ಪ ಚಂದ್ರಶೇಖರ, ಚನ್ನಬಸವನಗೌಡ, ನಾಗಮಲ್ಲಪ್ಪ ಮತ್ತಿತರರಿದ್ದರು. bbox=[43, 419, 302, 527]
quote-mark-icon: “ bbox=[592, 869, 612, 912]
bottom-story1-text: ಕೊಟ್ಟೂರು: ಸ್ವಾತಂತ್ರ್ಯ ನಂತರದಲ್ಲಿ ದೇಶದ ಆಡಳಿತ ಸುಗಮವಾಗಿ ನಡೆಯಲು ಸಂವಿಧಾನವನ್ನು ರಚಿಸುವ ಮೂಲಕ ಡಾ.ಬಿ.ಆರ್.ಅಂಬೇಡ್ಕರ್ ಪ್ರಜಾಪ್ರಭುತ್ವದಲ್ಲಿ ಸಮಾನತೆ ಸಾರಿದರು ಎಂದು ತಹಸೀಲ್ದಾರ್ ತಿಳಿಸಿದರು. ಪಟ್ಟಣದ ಎಪಿಎಂಸಿ ಆವರಣದಲ್ಲಿ ನಡೆದ ಡಾ.ಅಂಬೇಡ್ಕರ್ 135ನೇ ಜಯಂತಿ ಹಾಗೂ ಡಾ.ಬಾಬು ಜಗಜೀವನರಾಂ ಅವರ 119ನೇ ಜನ್ಮದಿನಾಚರಣೆ ಕಾರ್ಯಕ್ರಮದಲ್ಲಿ ಮಾತನಾಡಿದರು. ಅಧ್ಯಕ್ಷತೆ ವಹಿಸಿದ್ದ ತಹಸೀಲ್ದಾರ್ ಜಿ.ಕೆ.ಅಮರೇಶ ಮಾತನಾಡಿ, ಡಾ.ಅಂಬೇಡ್ಕರ್ ಪ್ರತಿಯೊಬ್ಬರಿಗೂ ಸಮಾನ ಹಕ್ಕು ನೀಡಿದ್ದಾರೆ ಎಂದರು. ಡಿಎಸ್ಎಸ್ ಜಿಲ್ಲಾ ಸಂಚಾಲಕ ಬಿಸಿ ಮಂಜುನಾಥ ಮಾತನಾಡಿದರು. ಪಟ್ಟಣ ಪಂಚಾಯಿತಿ ಮುಖ್ಯಾಧಿಕಾರಿ, ಸಮಾಜ ಕಲ್ಯಾಣ ಇಲಾಖೆಯ ಅಧಿಕಾರಿಗಳು, ಮುಖಂಡರು ಪಾಲ್ಗೊಂಡಿದ್ದರು. bbox=[43, 1896, 304, 2141]
masthead bbox=[0, 0, 1541, 153]
column-divider bbox=[322, 150, 323, 1824]
top-right-caption: ಬಳ್ಳಾರಿ: ಸಂವಿಧಾನ ಶಿಲ್ಪಿ ಡಾ.ಬಿ.ಆರ್.ಅಂಬೇಡ್ಕರ್ ಅವರ ಜನ್ಮದಿನಾಚರಣೆಯನ್ನು ನಗರದ ಮಹಾನಗರ ಪಾಲಿಕೆಯ ಕಚೇರಿಯಲ್ಲಿ ಮಂಗಳವಾರ ಅದ್ದೂರಿಯಾಗಿ ಆಚರಿಸಲಾಯಿತು. ಪಾಲಿಕೆ ಮೇಯರ್ ಪಿ.ಗಾದೆಪ್ಪ, ಆಯುಕ್ತ ಮಂಜುನಾಥ್, ಸದಸ್ಯರಾದ ಕೆ.ಹನುಮಂತಪ್ಪ, ಹನುಮಂತ ಗುಡಿಗಂಟೆ, ಸುರೇಖಾ ಮಲ್ಲನಗೌಡ, ಚೇತನ ವೇಮಣ್ಣ, ಉಮಾದೇವಿ ಶಿವರಾಜ್ ಸೇರಿದಂತೆ ಮುಖಂಡ ವಿಷ್ಣುವರ್ಧನ್ ಇತರರಿದ್ದರು. bbox=[1143, 359, 1502, 448]
weather-min-value: 29° bbox=[795, 117, 830, 138]
newspaper-logo bbox=[1136, 49, 1473, 106]
date-label: 15 ಏಪ್ರಿಲ್ 2026 bbox=[77, 90, 176, 107]
bottom-story2-text: ಸಿರುಗುಪ್ಪ: ಸಂವಿಧಾನ ಶಿಲ್ಪಿ, ಭಾರತ ರತ್ನ ಡಾ.ಬಿ.ಆರ್.ಅಂಬೇಡ್ಕರ್ ಅವರ 135ನೇ ಜಯಂತಿಯನ್ನು ತಾಲೂಕು ಆಡಳಿತದ ವತಿಯಿಂದ ಅದ್ದೂರಿಯಾಗಿ ಆಚರಿಸಲಾಯಿತು. ಶಾಸಕ ಬಿ.ಎಂ.ನಾಗರಾಜ ಅಂಬೇಡ್ಕರ್ ಭಾವಚಿತ್ರಕ್ಕೆ ಪುಷ್ಪನಮನ ಸಲ್ಲಿಸಿ ಉದ್ಘಾಟಿಸಿದರು. ತಹಸೀಲ್ದಾರ್, ತಾಪಂ ಇಒ, ನಗರಸಭೆ ಅಧ್ಯಕ್ಷರು, ಸದಸ್ಯರು ಹಾಗೂ ವಿವಿಧ ಸಂಘಟನೆಗಳ ಮುಖಂಡರು ಭಾಗವಹಿಸಿದ್ದರು. ವಿವಿಧ ಕ್ಷೇತ್ರಗಳಲ್ಲಿ ಸಾಧನೆ ಮಾಡಿದ ಸಾಧಕರನ್ನು ಸನ್ಮಾನಿಸಲಾಯಿತು. ಶಿಕ್ಷಕ ವೀರಭದ್ರಪ್ಪ ನಿರೂಪಿಸಿದರು. bbox=[606, 2040, 944, 2151]
lead-bottom-caption: ಬಳ್ಳಾರಿ: ನಗರದ ಪೊಲೀಸ್ ಇಲಾಖೆಯ ಬಳ್ಳಾರಿ ವಲಯದ ಕಚೇರಿಯಲ್ಲಿ ಡಾ.ಬಿ.ಆರ್.ಅಂಬೇಡ್ಕರ್ ಅವರ 135ನೇ ಜಯಂತ್ಯುತ್ಸವನ್ನು ಅದ್ದೂರಿ, ಅರ್ಥಪೂರ್ಣವಾಗಿ ಮಂಗಳವಾರ ಆಚರಿಸಲಾಯಿತು. ಬಳ್ಳಾರಿ ವಲಯದ ಐಜಿಪಿ ಡಾ.ಹರ್ಷ ಅವರು ಸಂವಿಧಾನ ಶಿಲ್ಪಿ ಡಾ.ಬಾಬಾಸಾಹೇಬ ಅಂಬೇಡ್ಕರ್ ಅವರ ಭಾವಚಿತ್ರಕ್ಕೆ ಪುಷ್ಪಗಳನ್ನೂ ಸಮರ್ಪಿಸಿ ಗೌರವ ಸಲ್ಲಿಸಿದರು. ಕಚೇರಿಯ ಸಿಬ್ಬಂದಿ ಇತರರಿದ್ದರು. bbox=[657, 1084, 1088, 1154]
color-registration-marks bbox=[0, 2341, 1541, 2372]
kirusuddi-label: ಕಿರುಸುದ್ದಿ bbox=[111, 167, 182, 196]
bottom-story1-headline: ಪ್ರಜಾಪ್ರಭುತ್ವದಲ್ಲಿ ಸಮಾನತೆ ಸಾರಿದ ಡಾ.ಅಂಬೇಡ್ಕರ್ bbox=[43, 1860, 375, 1883]
